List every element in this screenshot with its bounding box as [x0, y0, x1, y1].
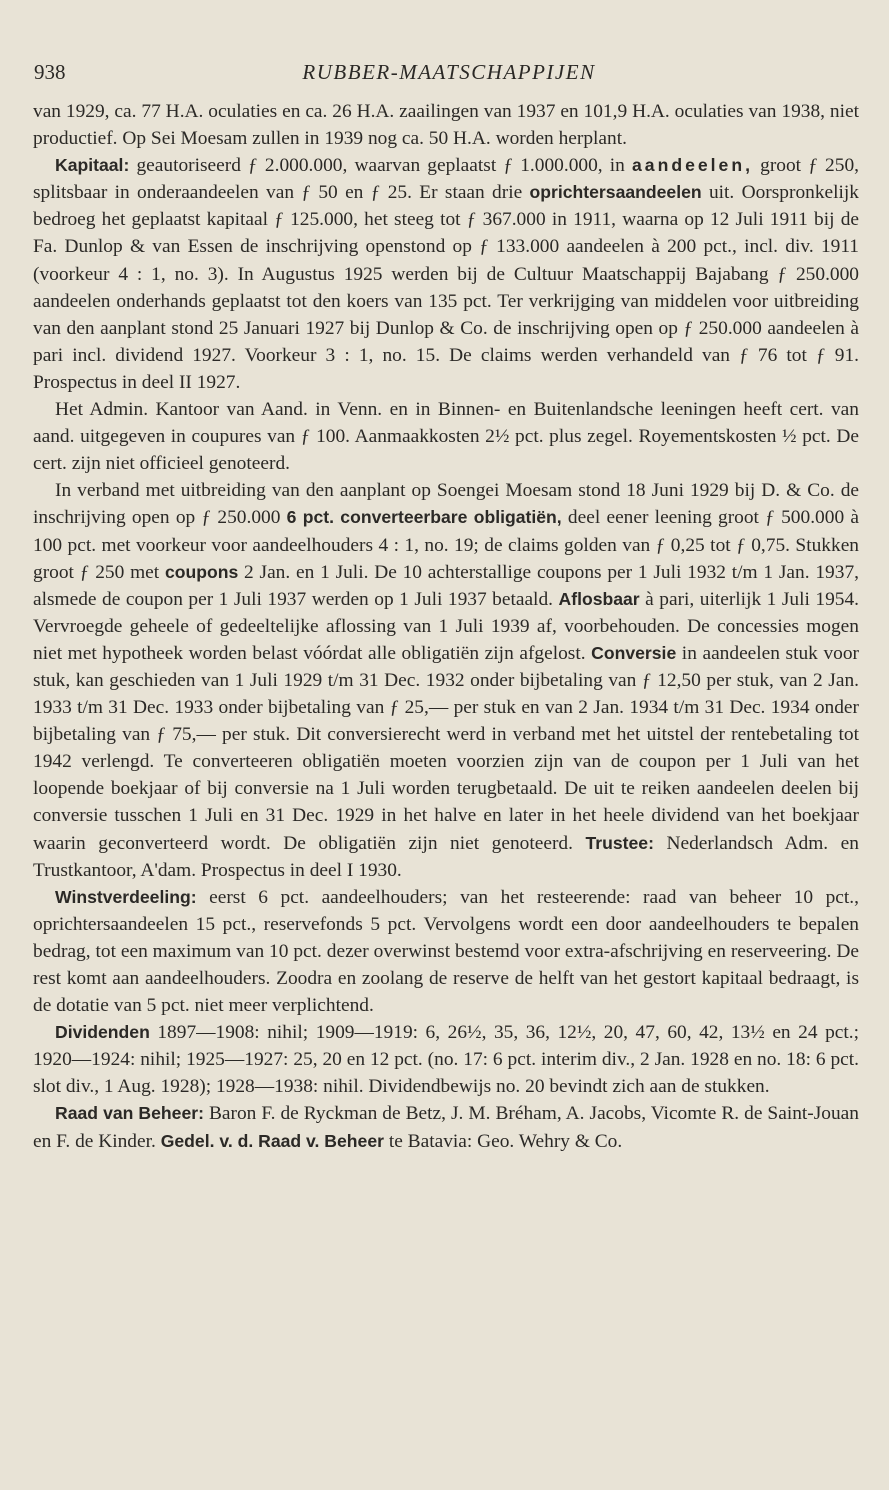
board-heading: Raad van Beheer: [55, 1103, 204, 1124]
shares-term: aandeelen, [632, 155, 753, 176]
paragraph-certificates [33, 396, 859, 477]
trustee-term: Trustee: [585, 832, 654, 853]
document-body [33, 98, 859, 1155]
bonds-text-6: Nederlandsch Adm. en Trustkantoor, A'dam. Prospectus in deel I 1930. [33, 832, 859, 881]
paragraph-bonds [33, 477, 859, 883]
dividends-heading: Dividenden [55, 1022, 150, 1043]
running-title: RUBBER-MAATSCHAPPIJEN [302, 60, 596, 84]
page-number: 938 [34, 60, 66, 84]
board-text-1: Baron F. de Ryckman de Betz, J. M. Bréham, A. Jacobs, Vicomte R. de Saint-Jouan en F. de Kinder. [33, 1103, 859, 1152]
profit-distribution-heading: Winstverdeeling: [55, 886, 197, 907]
paragraph-profit-distribution [33, 884, 859, 1019]
dividends-text: 1897—1908: nihil; 1909—1919: 6, 26½, 35, 36, 12½, 20, 47, 60, 42, 13½ en 24 pct.; 1920—1924: nihil; 1925—1927: 25, 20 en 12 pct. (no. 17: 6 pct. interim div., 2 Jan. 1928 en no. 18: 6 pct. slot div., 1 Aug. 1928); 1928—1938: nihil. Dividendbewijs no. 20 bevindt zich aan de stukken. [33, 1022, 859, 1098]
paragraph-capital [33, 152, 859, 396]
capital-text-2: groot ƒ 250, splitsbaar in onderaandeelen van ƒ 50 en ƒ 25. Er staan drie [33, 155, 859, 204]
delegate-heading: Gedel. v. d. Raad v. Beheer [160, 1130, 384, 1151]
bonds-text-2: deel eener leening groot ƒ 500.000 à 100 pct. met voorkeur voor aandeelhouders 4 : 1, no. 19; de claims golden van ƒ 0,25 tot ƒ 0,75. Stukken groot ƒ 250 met [33, 507, 859, 583]
coupons-term: coupons [164, 561, 239, 582]
profit-distribution-text: eerst 6 pct. aandeelhouders; van het resteerende: raad van beheer 10 pct., oprichtersaandeelen 15 pct., reservefonds 5 pct. Vervolgens wordt een door aandeelhouders te bepalen bedrag, tot een maximum van 10 pct. dezer overwinst bestemd voor extra-afschrijving en reserveering. De rest komt aan aandeelhouders. Zoodra en zoolang de reserve de helft van het gestort kapitaal bedraagt, is de dotatie van 5 pct. niet meer verplichtend. [33, 886, 859, 1017]
bonds-text-5: in aandeelen stuk voor stuk, kan geschieden van 1 Juli 1929 t/m 31 Dec. 1932 onder bijbetaling van ƒ 12,50 per stuk, van 2 Jan. 1933 t/m 31 Dec. 1933 onder bijbetaling van ƒ 25,— per stuk en van 2 Jan. 1934 t/m 31 Dec. 1934 onder bijbetaling van ƒ 75,— per stuk. Dit conversierecht werd in verband met het uitstel der rentebetaling tot 1942 verlengd. Te converteeren obligatiën moeten voorzien zijn van de coupon per 1 Juli van het loopende boekjaar of bij conversie na 1 Juli worden terugbetaald. De uit te reiken aandeelen deelen bij conversie tusschen 1 Juli en 31 Dec. 1929 in het halve en later in het heele dividend van het boekjaar waarin geconverteerd wordt. De obligatiën zijn niet genoteerd. [33, 642, 859, 854]
paragraph-board [33, 1100, 859, 1154]
certificates-text: Het Admin. Kantoor van Aand. in Venn. en in Binnen- en Buitenlandsche leeningen heeft cert. van aand. uitgegeven in coupures van ƒ 100. Aanmaakkosten 2½ pct. plus zegel. Royementskosten ½ pct. De cert. zijn niet officieel genoteerd. [33, 399, 859, 475]
bonds-text-1: In verband met uitbreiding van den aanplant op Soengei Moesam stond 18 Juni 1929 bij D. & Co. de inschrijving open op ƒ 250.000 [33, 480, 859, 529]
bonds-text-3: 2 Jan. en 1 Juli. De 10 achterstallige coupons per 1 Juli 1932 t/m 1 Jan. 1937, alsmede de coupon per 1 Juli 1937 werden op 1 Juli 1937 betaald. [33, 561, 859, 610]
redeemable-term: Aflosbaar [558, 588, 640, 609]
convertible-bonds-term: 6 pct. converteerbare obligatiën, [286, 507, 562, 528]
page-header [34, 60, 864, 90]
founder-shares-term: oprichtersaandeelen [529, 182, 702, 203]
bonds-text-4: à pari, uiterlijk 1 Juli 1954. Vervroegde geheele of gedeeltelijke aflossing van 1 Juli 1939 af, voorbehouden. De concessies mogen niet met hypotheek worden belast vóórdat alle obligatiën zijn afgelost. [33, 588, 860, 664]
paragraph-dividends [33, 1019, 859, 1100]
paragraph-plantings [33, 98, 859, 152]
capital-text-1: geautoriseerd ƒ 2.000.000, waarvan geplaatst ƒ 1.000.000, in [129, 155, 633, 177]
plantings-text: van 1929, ca. 77 H.A. oculaties en ca. 26 H.A. zaailingen van 1937 en 101,9 H.A. oculaties van 1938, niet productief. Op Sei Moesam zullen in 1939 nog ca. 50 H.A. worden herplant. [33, 101, 859, 150]
capital-heading: Kapitaal: [55, 155, 130, 176]
capital-text-3: uit. Oorspronkelijk bedroeg het geplaatst kapitaal ƒ 125.000, het steeg tot ƒ 367.000 in 1911, waarna op 12 Juli 1911 bij de Fa. Dunlop & van Essen de inschrijving openstond op ƒ 133.000 aandeelen à 200 pct., incl. div. 1911 (voorkeur 4 : 1, no. 3). In Augustus 1925 werden bij de Cultuur Maatschappij Bajabang ƒ 250.000 aandeelen onderhands geplaatst tot den koers van 135 pct. Ter verkrijging van middelen voor uitbreiding van den aanplant stond 25 Januari 1927 bij Dunlop & Co. de inschrijving open op ƒ 250.000 aandeelen à pari incl. dividend 1927. Voorkeur 3 : 1, no. 15. De claims werden verhandeld van ƒ 76 tot ƒ 91. Prospectus in deel II 1927. [33, 182, 859, 393]
conversion-term: Conversie [591, 642, 677, 663]
board-text-2: te Batavia: Geo. Wehry & Co. [383, 1130, 623, 1152]
